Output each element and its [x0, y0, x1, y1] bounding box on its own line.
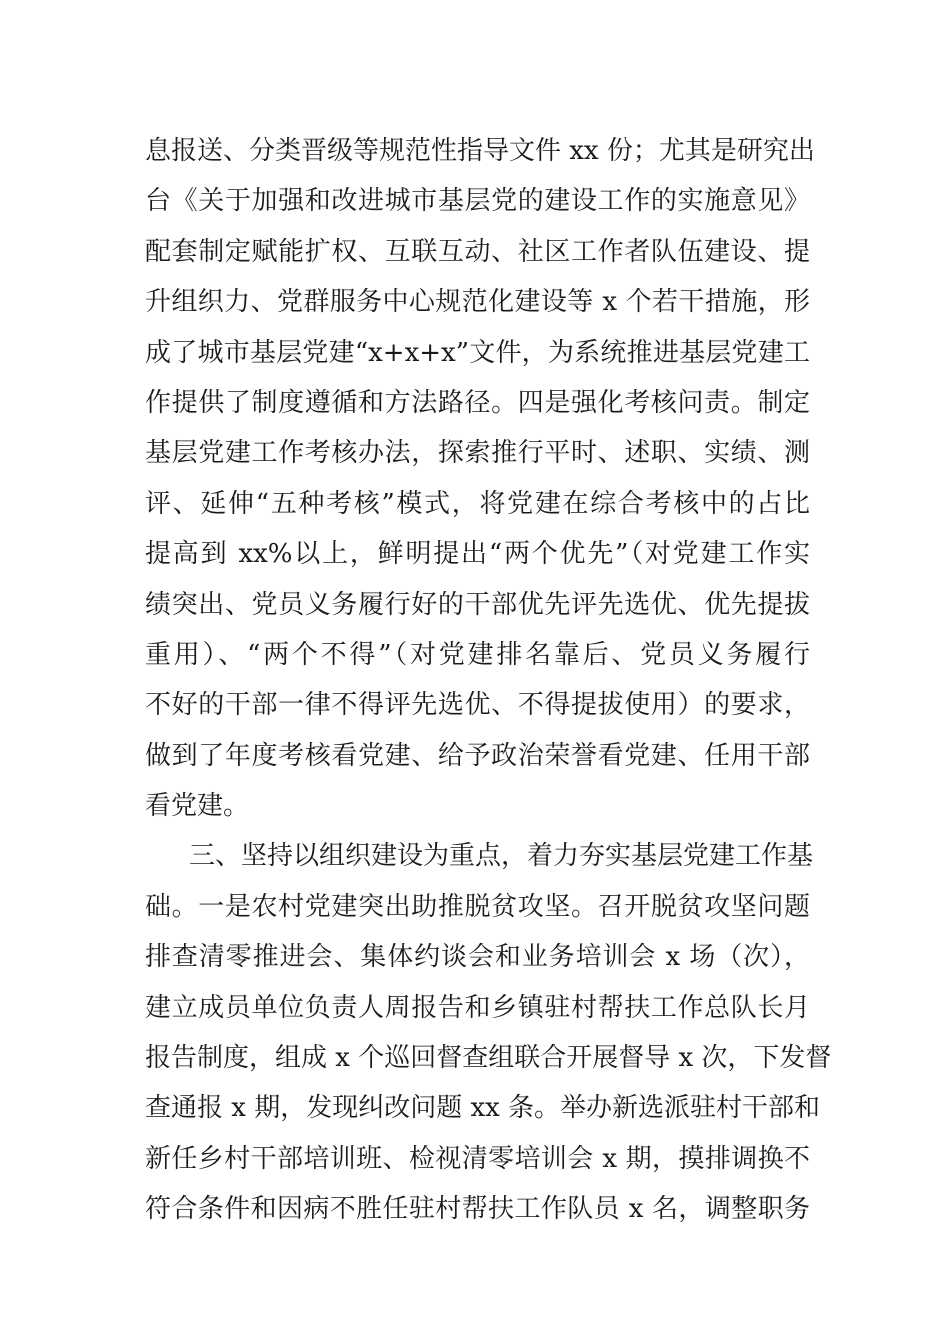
text-line: 绩突出、党员义务履行好的干部优先评先选优、优先提拔	[145, 589, 810, 620]
text-line: 做到了年度考核看党建、给予政治荣誉看党建、任用干部	[145, 740, 810, 771]
text-line: 配套制定赋能扩权、互联互动、社区工作者队伍建设、提	[145, 236, 810, 267]
text-line: 报告制度，组成 x 个巡回督查组联合开展督导 x 次，下发督	[145, 1043, 832, 1074]
text-line: 查通报 x 期，发现纠改问题 xx 条。举办新选派驻村干部和	[145, 1093, 821, 1124]
text-line: 提高到 xx%以上，鲜明提出“两个优先”（对党建工作实	[145, 539, 810, 570]
body-text	[145, 126, 832, 1235]
text-line: 重用）、“两个不得”（对党建排名靠后、党员义务履行	[145, 639, 810, 670]
text-line: 三、坚持以组织建设为重点，着力夯实基层党建工作基	[189, 841, 814, 872]
text-line: 础。一是农村党建突出助推脱贫攻坚。召开脱贫攻坚问题	[145, 891, 810, 922]
text-line: 息报送、分类晋级等规范性指导文件 xx 份；尤其是研究出	[145, 136, 815, 166]
text-line: 升组织力、党群服务中心规范化建设等 x 个若干措施，形	[145, 287, 810, 318]
text-line: 排查清零推进会、集体约谈会和业务培训会 x 场（次），	[145, 942, 810, 973]
text-line: 台《关于加强和改进城市基层党的建设工作的实施意见》	[145, 186, 810, 217]
text-line: 建立成员单位负责人周报告和乡镇驻村帮扶工作总队长月	[145, 992, 810, 1023]
text-line: 不好的干部一律不得评先选优、不得提拔使用）的要求，	[145, 690, 810, 721]
text-line: 符合条件和因病不胜任驻村帮扶工作队员 x 名，调整职务	[145, 1194, 810, 1225]
text-line: 新任乡村干部培训班、检视清零培训会 x 期，摸排调换不	[145, 1143, 810, 1174]
text-line: 看党建。	[145, 791, 250, 822]
text-line: 基层党建工作考核办法，探索推行平时、述职、实绩、测	[145, 438, 810, 469]
text-line: 作提供了制度遵循和方法路径。四是强化考核问责。制定	[145, 387, 810, 418]
text-line: 成了城市基层党建“x+x+x”文件，为系统推进基层党建工	[145, 337, 810, 368]
text-line: 评、延伸“五种考核”模式，将党建在综合考核中的占比	[145, 488, 810, 519]
